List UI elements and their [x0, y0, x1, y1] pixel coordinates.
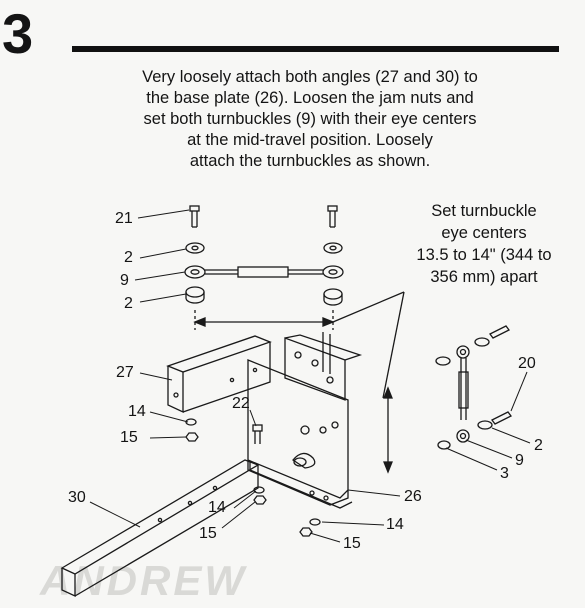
turnbuckle-top-icon	[205, 267, 323, 277]
instruction-line: at the mid-travel position. Loosely	[187, 131, 433, 149]
part-label-2: 2	[124, 295, 133, 312]
part-label-9: 9	[120, 272, 129, 289]
angle-27-icon	[168, 336, 270, 412]
callout-line: 356 mm) apart	[430, 268, 538, 286]
callout-line: Set turnbuckle	[431, 202, 537, 220]
step-number: 3	[2, 2, 34, 65]
bolt-22-icon	[253, 425, 262, 444]
part-label-15: 15	[343, 535, 361, 552]
instruction-line: the base plate (26). Loosen the jam nuts and	[146, 89, 474, 107]
washer-stack-right-icon	[323, 243, 343, 305]
part-label-30: 30	[68, 489, 86, 506]
part-label-2: 2	[124, 249, 133, 266]
base-plate-26-icon	[248, 360, 352, 508]
dimension-arrow-horizontal	[195, 310, 333, 330]
callout-leader	[383, 292, 404, 398]
part-label-20: 20	[518, 355, 536, 372]
part-label-27: 27	[116, 364, 134, 381]
bolt-21-icon	[190, 206, 199, 227]
part-label-14: 14	[386, 516, 404, 533]
part-label-22: 22	[232, 395, 250, 412]
washer-stack-left-icon	[185, 243, 205, 303]
part-label-21: 21	[115, 210, 133, 227]
dimension-arrow-vertical	[384, 388, 392, 472]
part-label-15: 15	[120, 429, 138, 446]
part-label-9: 9	[515, 452, 524, 469]
part-label-15: 15	[199, 525, 217, 542]
angle-30-icon	[62, 460, 258, 596]
part-label-2: 2	[534, 437, 543, 454]
part-label-14: 14	[208, 499, 226, 516]
bolt-icon	[328, 206, 337, 227]
part-label-26: 26	[404, 488, 422, 505]
callout-leader	[333, 292, 404, 322]
instruction-line: Very loosely attach both angles (27 and 30) to	[142, 68, 478, 86]
instruction-line: attach the turnbuckles as shown.	[189, 152, 431, 170]
callout-line: 13.5 to 14" (344 to	[416, 246, 552, 264]
brand-watermark: ANDREW	[40, 557, 247, 604]
part-label-14: 14	[128, 403, 146, 420]
part-label-3: 3	[500, 465, 509, 482]
instruction-line: set both turnbuckles (9) with their eye centers	[143, 110, 477, 128]
wing-nut-icon	[293, 453, 315, 468]
callout-line: eye centers	[441, 224, 527, 242]
